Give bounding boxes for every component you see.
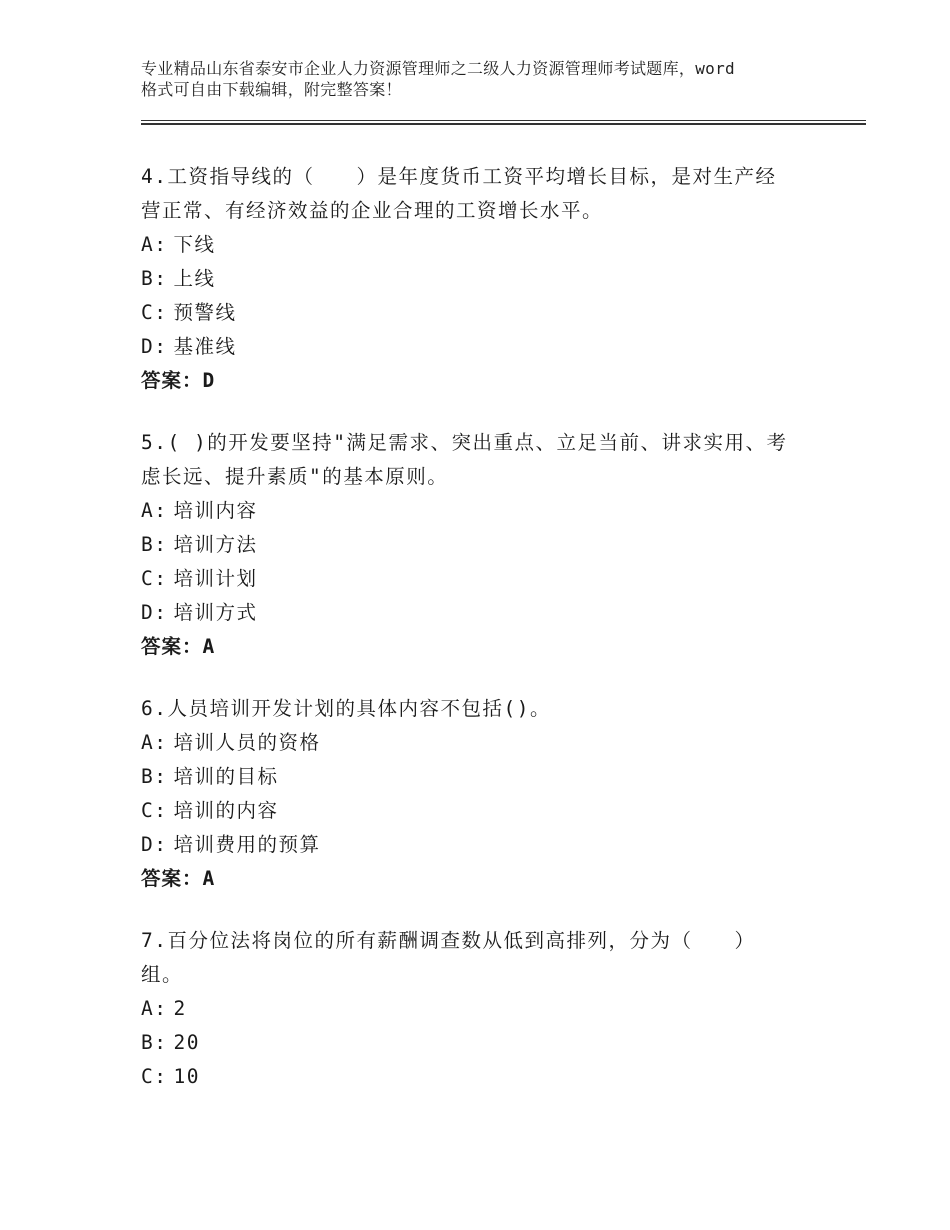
option-letter: A: (141, 997, 168, 1020)
option-b (141, 1026, 801, 1060)
option-b (141, 528, 801, 562)
option-a (141, 726, 801, 760)
option-text: 培训方法 (173, 533, 258, 556)
document-header (141, 58, 841, 100)
option-letter: B: (141, 533, 168, 556)
option-letter: B: (141, 267, 168, 290)
option-text: 预警线 (173, 301, 237, 324)
option-letter: C: (141, 1065, 168, 1088)
header-title-line-2: 格式可自由下载编辑，附完整答案！ (141, 80, 402, 99)
option-c (141, 562, 801, 596)
question-6 (141, 692, 801, 896)
option-letter: B: (141, 1031, 168, 1054)
option-text: 培训内容 (173, 499, 258, 522)
question-stem-line: 组。 (141, 963, 184, 986)
option-text: 基准线 (173, 335, 237, 358)
question-stem-line: 7.百分位法将岗位的所有薪酬调查数从低到高排列，分为（ ） (141, 929, 756, 952)
option-a (141, 494, 801, 528)
option-text: 上线 (173, 267, 216, 290)
option-d (141, 828, 801, 862)
option-text: 培训的目标 (173, 765, 279, 788)
option-letter: C: (141, 567, 168, 590)
question-stem-line: 6.人员培训开发计划的具体内容不包括()。 (141, 697, 551, 720)
option-text: 培训计划 (173, 567, 258, 590)
question-list (141, 160, 801, 1122)
option-b (141, 262, 801, 296)
option-text: 2 (173, 997, 187, 1020)
option-text: 培训方式 (173, 601, 258, 624)
question-stem-line: 4.工资指导线的（ ）是年度货币工资平均增长目标，是对生产经 (141, 165, 777, 188)
option-a (141, 228, 801, 262)
question-stem-line: 5.( )的开发要坚持"满足需求、突出重点、立足当前、讲求实用、考 (141, 431, 788, 454)
option-letter: D: (141, 833, 168, 856)
option-letter: A: (141, 731, 168, 754)
option-c (141, 1060, 801, 1094)
option-letter: D: (141, 601, 168, 624)
option-text: 10 (173, 1065, 200, 1088)
option-text: 下线 (173, 233, 216, 256)
option-b (141, 760, 801, 794)
option-letter: C: (141, 301, 168, 324)
answer-line: 答案：A (141, 635, 216, 658)
question-stem-line: 虑长远、提升素质"的基本原则。 (141, 465, 449, 488)
option-letter: D: (141, 335, 168, 358)
answer-line: 答案：D (141, 369, 216, 392)
answer-line: 答案：A (141, 867, 216, 890)
question-stem-line: 营正常、有经济效益的企业合理的工资增长水平。 (141, 199, 604, 222)
header-title-line-1: 专业精品山东省泰安市企业人力资源管理师之二级人力资源管理师考试题库，word (141, 59, 735, 78)
option-text: 培训费用的预算 (173, 833, 321, 856)
option-d (141, 330, 801, 364)
option-c (141, 794, 801, 828)
option-letter: B: (141, 765, 168, 788)
option-letter: A: (141, 499, 168, 522)
option-c (141, 296, 801, 330)
option-letter: C: (141, 799, 168, 822)
question-5 (141, 426, 801, 664)
header-divider-thick (141, 123, 866, 125)
option-a (141, 992, 801, 1026)
question-7 (141, 924, 801, 1094)
option-text: 培训人员的资格 (173, 731, 321, 754)
option-text: 培训的内容 (173, 799, 279, 822)
option-text: 20 (173, 1031, 200, 1054)
header-divider-thin (141, 120, 866, 121)
option-d (141, 596, 801, 630)
option-letter: A: (141, 233, 168, 256)
question-4 (141, 160, 801, 398)
